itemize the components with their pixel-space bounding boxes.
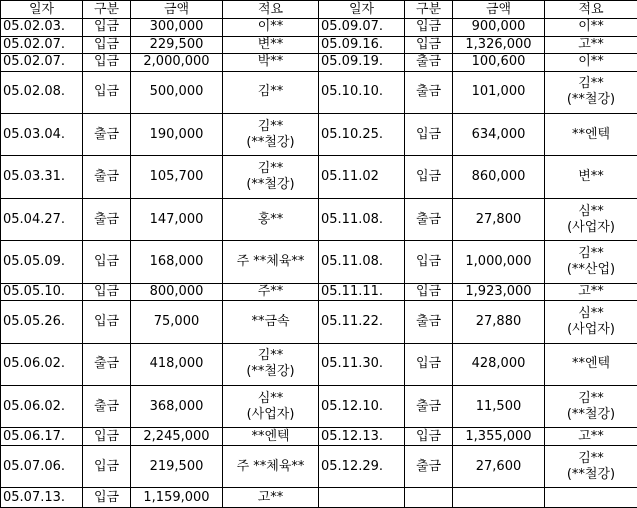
table-row <box>1 54 637 72</box>
memo-cell <box>545 488 637 508</box>
memo-line: (**철강) <box>246 364 295 380</box>
date-cell: 05.05.09. <box>1 241 83 283</box>
amount-cell: 1,159,000 <box>131 488 223 508</box>
memo-cell <box>223 71 319 113</box>
date-cell: 05.05.26. <box>1 301 83 343</box>
amount-cell: 168,000 <box>131 241 223 283</box>
memo-line: 고** <box>257 489 284 505</box>
amount-cell: 100,600 <box>453 54 545 72</box>
memo-line: 김** <box>257 118 284 134</box>
memo-line: 주** <box>257 283 284 299</box>
memo-cell <box>545 198 637 240</box>
type-cell: 입금 <box>83 54 131 72</box>
amount-cell: 1,923,000 <box>453 283 545 301</box>
date-cell: 05.07.13. <box>1 488 83 508</box>
amount-cell: 500,000 <box>131 71 223 113</box>
type-cell: 출금 <box>405 385 453 427</box>
date-cell: 05.06.17. <box>1 428 83 446</box>
date-cell: 05.09.19. <box>319 54 405 72</box>
header-memo: 적요 <box>223 1 319 19</box>
table-row <box>1 445 637 487</box>
memo-line: 변** <box>578 169 604 185</box>
memo-cell <box>223 54 319 72</box>
amount-cell: 860,000 <box>453 156 545 198</box>
table-row <box>1 71 637 113</box>
memo-cell <box>545 156 637 198</box>
type-cell: 출금 <box>405 445 453 487</box>
table-row <box>1 343 637 385</box>
amount-cell: 75,000 <box>131 301 223 343</box>
memo-cell <box>223 301 319 343</box>
amount-cell: 190,000 <box>131 114 223 156</box>
memo-cell <box>545 241 637 283</box>
memo-cell <box>223 428 319 446</box>
header-type: 구분 <box>83 1 131 19</box>
memo-line: 김** <box>257 348 284 364</box>
header-row <box>1 1 637 19</box>
memo-cell <box>545 343 637 385</box>
memo-line: (**철강) <box>246 134 295 150</box>
date-cell: 05.11.08. <box>319 241 405 283</box>
memo-cell <box>545 54 637 72</box>
date-cell: 05.11.11. <box>319 283 405 301</box>
type-cell: 출금 <box>83 198 131 240</box>
amount-cell: 229,500 <box>131 36 223 54</box>
date-cell: 05.02.08. <box>1 71 83 113</box>
amount-cell: 27,880 <box>453 301 545 343</box>
type-cell: 출금 <box>83 114 131 156</box>
table-row <box>1 198 637 240</box>
date-cell: 05.04.27. <box>1 198 83 240</box>
type-cell: 출금 <box>405 71 453 113</box>
date-cell: 05.05.10. <box>1 283 83 301</box>
memo-line: 심** <box>578 203 604 219</box>
header-date: 일자 <box>1 1 83 19</box>
memo-line: (사업자) <box>567 219 615 235</box>
table-row <box>1 36 637 54</box>
table-row <box>1 428 637 446</box>
date-cell: 05.12.10. <box>319 385 405 427</box>
amount-cell: 101,000 <box>453 71 545 113</box>
memo-line: 김** <box>578 390 604 406</box>
memo-cell <box>223 445 319 487</box>
amount-cell: 1,326,000 <box>453 36 545 54</box>
date-cell: 05.12.29. <box>319 445 405 487</box>
table-row <box>1 283 637 301</box>
type-cell: 입금 <box>83 71 131 113</box>
amount-cell: 634,000 <box>453 114 545 156</box>
memo-line: **엔텍 <box>571 356 611 372</box>
amount-cell: 900,000 <box>453 19 545 37</box>
type-cell: 출금 <box>405 198 453 240</box>
header-memo: 적요 <box>545 1 637 19</box>
type-cell: 입금 <box>405 114 453 156</box>
type-cell: 입금 <box>405 283 453 301</box>
type-cell: 입금 <box>405 156 453 198</box>
memo-line: **금속 <box>251 313 290 329</box>
amount-cell: 368,000 <box>131 385 223 427</box>
table-row <box>1 241 637 283</box>
memo-line: (**철강) <box>566 406 616 422</box>
amount-cell: 219,500 <box>131 445 223 487</box>
memo-line: 김** <box>578 450 604 466</box>
type-cell: 입금 <box>405 428 453 446</box>
memo-cell <box>223 198 319 240</box>
type-cell: 입금 <box>83 445 131 487</box>
memo-line: 김** <box>578 245 604 261</box>
date-cell: 05.10.25. <box>319 114 405 156</box>
type-cell: 출금 <box>405 301 453 343</box>
memo-line: 이** <box>578 19 604 35</box>
date-cell: 05.02.03. <box>1 19 83 37</box>
type-cell: 입금 <box>83 19 131 37</box>
memo-cell <box>223 385 319 427</box>
memo-line: (**산업) <box>566 261 616 277</box>
header-amount: 금액 <box>131 1 223 19</box>
date-cell: 05.11.02 <box>319 156 405 198</box>
memo-cell <box>545 114 637 156</box>
amount-cell: 11,500 <box>453 385 545 427</box>
memo-cell <box>223 156 319 198</box>
date-cell: 05.03.31. <box>1 156 83 198</box>
ledger-body <box>1 19 637 508</box>
type-cell: 입금 <box>83 241 131 283</box>
memo-line: 박** <box>257 54 284 70</box>
amount-cell: 27,600 <box>453 445 545 487</box>
amount-cell: 2,245,000 <box>131 428 223 446</box>
amount-cell: 147,000 <box>131 198 223 240</box>
memo-cell <box>545 283 637 301</box>
memo-cell <box>545 385 637 427</box>
memo-line: 심** <box>578 305 604 321</box>
memo-line: **엔텍 <box>251 428 290 444</box>
memo-cell <box>545 71 637 113</box>
memo-line: (사업자) <box>246 406 295 422</box>
memo-line: 변** <box>257 36 284 52</box>
date-cell <box>319 488 405 508</box>
memo-line: 고** <box>578 36 604 52</box>
date-cell: 05.06.02. <box>1 343 83 385</box>
header-date: 일자 <box>319 1 405 19</box>
date-cell: 05.03.04. <box>1 114 83 156</box>
memo-cell <box>223 114 319 156</box>
date-cell: 05.07.06. <box>1 445 83 487</box>
memo-line: 김** <box>257 84 284 100</box>
type-cell: 입금 <box>405 241 453 283</box>
memo-line: 김** <box>257 161 284 177</box>
amount-cell: 27,800 <box>453 198 545 240</box>
memo-line: 고** <box>578 283 604 299</box>
amount-cell: 800,000 <box>131 283 223 301</box>
header-amount: 금액 <box>453 1 545 19</box>
memo-line: 고** <box>578 428 604 444</box>
memo-cell <box>545 445 637 487</box>
type-cell: 입금 <box>405 343 453 385</box>
memo-cell <box>545 428 637 446</box>
type-cell: 출금 <box>83 343 131 385</box>
type-cell: 입금 <box>83 36 131 54</box>
memo-line: (**철강) <box>246 177 295 193</box>
type-cell: 입금 <box>405 19 453 37</box>
amount-cell: 105,700 <box>131 156 223 198</box>
date-cell: 05.10.10. <box>319 71 405 113</box>
date-cell: 05.02.07. <box>1 36 83 54</box>
date-cell: 05.09.16. <box>319 36 405 54</box>
table-row <box>1 156 637 198</box>
memo-cell <box>223 36 319 54</box>
type-cell: 입금 <box>405 36 453 54</box>
table-row <box>1 19 637 37</box>
table-row <box>1 301 637 343</box>
amount-cell: 428,000 <box>453 343 545 385</box>
memo-cell <box>223 343 319 385</box>
table-row <box>1 385 637 427</box>
amount-cell: 300,000 <box>131 19 223 37</box>
memo-line: (**철강) <box>566 92 616 108</box>
memo-cell <box>223 488 319 508</box>
type-cell: 입금 <box>83 301 131 343</box>
amount-cell: 2,000,000 <box>131 54 223 72</box>
date-cell: 05.06.02. <box>1 385 83 427</box>
memo-line: 이** <box>578 54 604 70</box>
amount-cell: 1,000,000 <box>453 241 545 283</box>
type-cell: 출금 <box>83 385 131 427</box>
memo-line: 홍** <box>257 211 284 227</box>
type-cell: 입금 <box>83 488 131 508</box>
memo-cell <box>223 283 319 301</box>
date-cell: 05.11.22. <box>319 301 405 343</box>
date-cell: 05.11.08. <box>319 198 405 240</box>
memo-line: 이** <box>257 19 284 35</box>
type-cell: 입금 <box>83 283 131 301</box>
memo-cell <box>223 19 319 37</box>
memo-line: (**철강) <box>566 466 616 482</box>
amount-cell <box>453 488 545 508</box>
amount-cell: 418,000 <box>131 343 223 385</box>
type-cell: 입금 <box>83 428 131 446</box>
type-cell: 출금 <box>405 54 453 72</box>
header-type: 구분 <box>405 1 453 19</box>
table-row <box>1 114 637 156</box>
memo-cell <box>545 19 637 37</box>
amount-cell: 1,355,000 <box>453 428 545 446</box>
memo-cell <box>223 241 319 283</box>
memo-cell <box>545 36 637 54</box>
date-cell: 05.02.07. <box>1 54 83 72</box>
table-row <box>1 488 637 508</box>
memo-line: 심** <box>257 390 284 406</box>
memo-line: (사업자) <box>567 321 615 337</box>
date-cell: 05.11.30. <box>319 343 405 385</box>
memo-line: 김** <box>578 76 604 92</box>
memo-line: 주 **체육** <box>236 253 305 269</box>
memo-line: **엔텍 <box>571 126 611 142</box>
memo-cell <box>545 301 637 343</box>
memo-line: 주 **체육** <box>236 458 305 474</box>
type-cell <box>405 488 453 508</box>
date-cell: 05.09.07. <box>319 19 405 37</box>
type-cell: 출금 <box>83 156 131 198</box>
date-cell: 05.12.13. <box>319 428 405 446</box>
